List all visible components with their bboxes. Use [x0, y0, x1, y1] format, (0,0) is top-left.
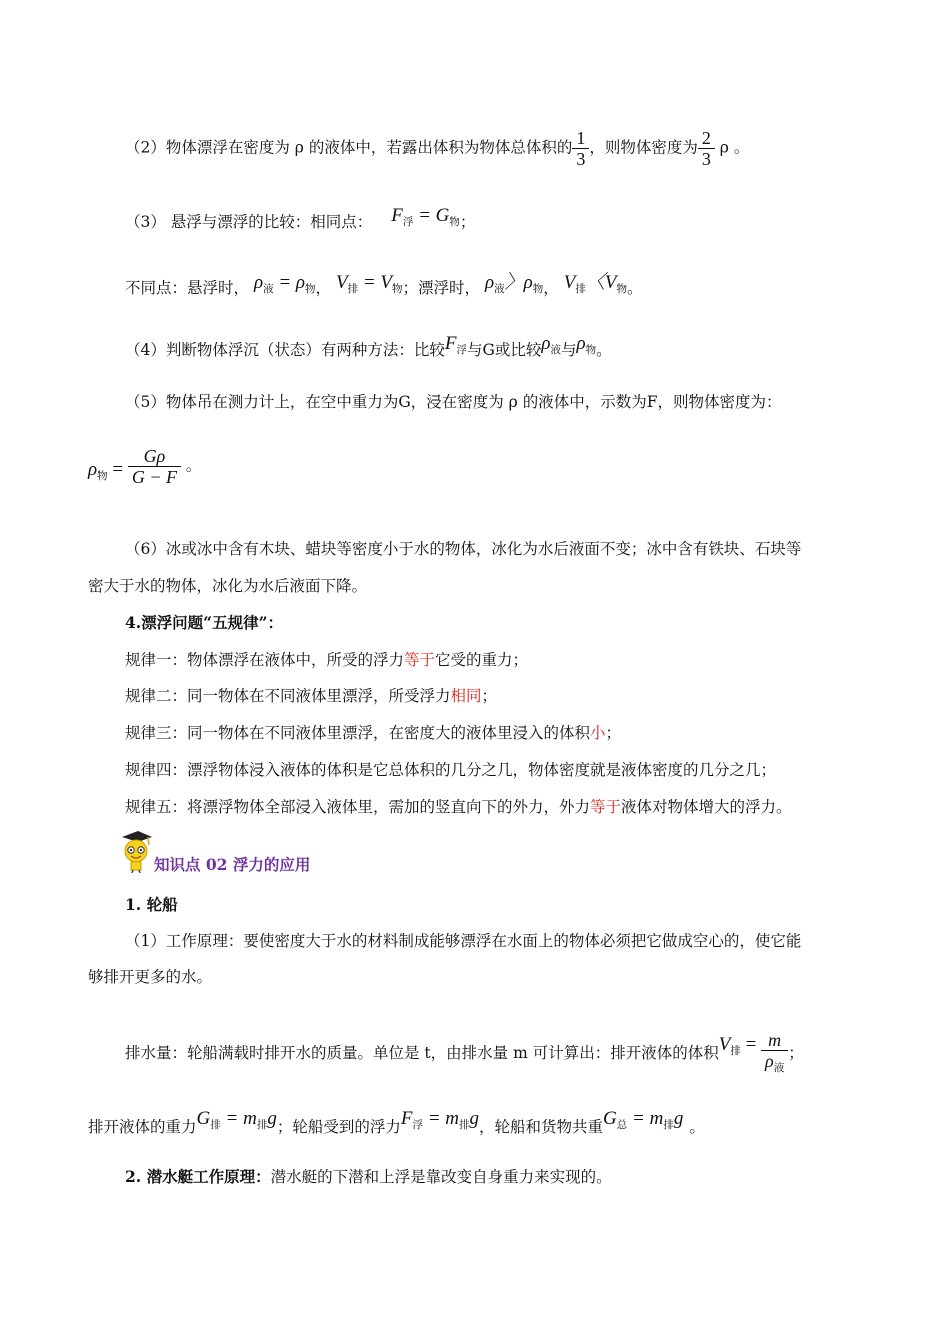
para-3-differences: 不同点：悬浮时， $\rho_液 = \rho_物$， $V_排 = V_物$；漂浮时， $\rho_液$〉$\rho_物$， $V_排$〈$V_物$。 [125, 272, 643, 297]
para-4: （4）判断物体浮沉（状态）有两种方法：比较$F_浮$与G或比较$\rho_液$与$\rho_物$。 [125, 333, 612, 359]
displacement-line: 排水量：轮船满载时排开水的质量。单位是 t，由排水量 m 可计算出：排开液体的体积$V_排$ = $\frac{m}{\rho_液}$ ； [125, 1030, 804, 1078]
ship-principle-line2: 够排开更多的水。 [88, 968, 213, 986]
formula-F-buoyancy-ship: $F_浮 = m_排g$ [400, 1108, 479, 1131]
ship-title: 1. 轮船 [125, 895, 178, 914]
fraction-two-thirds: $\frac{2}{3}$ [698, 128, 715, 169]
para-6-line2: 密大于水的物体，冰化为水后液面下降。 [88, 577, 368, 595]
rule-4: 规律四：漂浮物体浸入液体的体积是它总体积的几分之几，物体密度就是液体密度的几分之几； [125, 761, 777, 779]
rule-5: 规律五：将漂浮物体全部浸入液体里，需加的竖直向下的外力，外力等于液体对物体增大的浮力。 [125, 798, 792, 816]
formula-suspend-volume: $V_排 = V_物$ [335, 272, 403, 295]
ship-principle-line1: （1）工作原理：要使密度大于水的材料制成能够漂浮在水面上的物体必须把它做成空心的，使它能 [125, 932, 802, 950]
para-5: （5）物体吊在测力计上，在空中重力为G，浸在密度为 ρ 的液体中，示数为F，则物体密度为： [125, 393, 782, 411]
rule-1: 规律一：物体漂浮在液体中，所受的浮力等于它受的重力； [125, 651, 529, 669]
rule-2: 规律二：同一物体在不同液体里漂浮，所受浮力相同； [125, 687, 498, 705]
para-2: （2）物体漂浮在密度为 ρ 的液体中，若露出体积为物体总体积的 $\frac{1}{3}$ ，则物体密度为 $\frac{2}{3}$ ρ 。 [125, 128, 750, 169]
para-3: （3） 悬浮与漂浮的比较：相同点： $F_浮 = G_物$； [125, 205, 476, 231]
formula-G-total: $G_总 = m_排g$ [603, 1108, 684, 1131]
formula-float-volume: $V_排$〈$V_物$ [563, 272, 627, 295]
submarine-line: 2. 潜水艇工作原理：潜水艇的下潜和上浮是靠改变自身重力来实现的。 [125, 1167, 612, 1186]
para-6-line1: （6）冰或冰中含有木块、蜡块等密度小于水的物体，冰化为水后液面不变；冰中含有铁块、石块等 [125, 540, 802, 558]
fraction-one-third: $\frac{1}{3}$ [572, 128, 589, 169]
graduate-mascot-icon [118, 829, 154, 873]
rule-3: 规律三：同一物体在不同液体里漂浮，在密度大的液体里浸入的体积小； [125, 724, 622, 742]
formula-rho-object: $\rho_物$ [576, 333, 597, 356]
rules-title: 4.漂浮问题“五规律”： [125, 613, 284, 632]
formula-buoyancy-equals-weight: $F_浮 = G_物$ [391, 205, 460, 228]
formula-volume-fraction: $\frac{m}{\rho_液}$ [761, 1030, 788, 1078]
formula-F-buoyancy: $F_浮$ [444, 333, 467, 356]
formula-float: $\rho_液$〉$\rho_物$ [484, 272, 544, 295]
formula-G-displaced: $G_排 = m_排g$ [196, 1108, 277, 1131]
formula-suspend: $\rho_液 = \rho_物$ [253, 272, 316, 295]
formula-rho-liquid: $\rho_液$ [541, 333, 561, 356]
formula-object-density: $\rho_物$ = $\frac{G\rho}{G - F}$ 。 [88, 446, 202, 487]
section-title: 知识点 02 浮力的应用 [154, 855, 311, 874]
ship-forces-line: 排开液体的重力$G_排 = m_排g$；轮船受到的浮力$F_浮 = m_排g$，轮船和货物共重$G_总 = m_排g$ 。 [88, 1108, 705, 1136]
